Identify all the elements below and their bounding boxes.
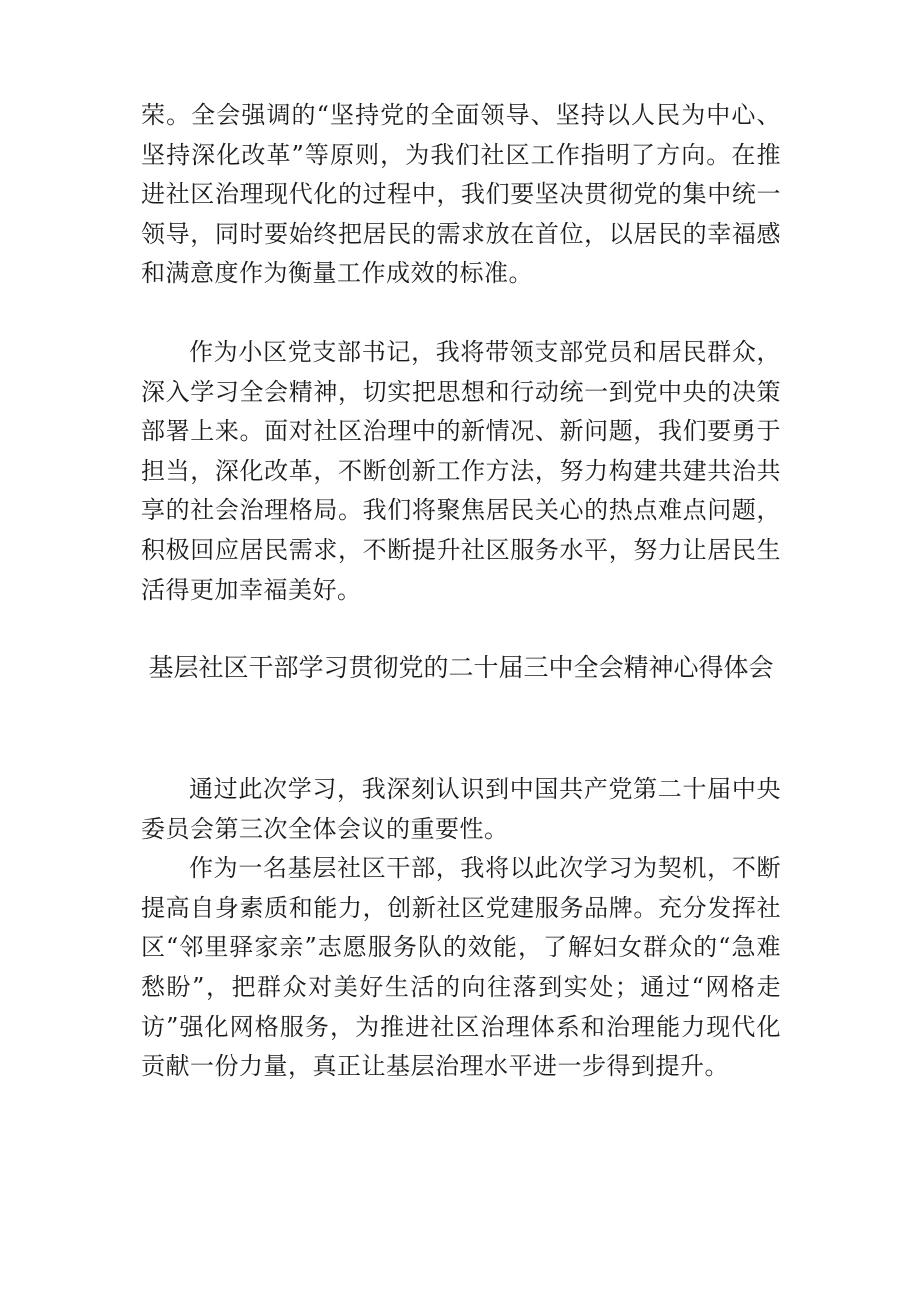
section-title: 基层社区干部学习贯彻党的二十届三中全会精神心得体会: [148, 653, 774, 682]
paragraph: 通过此次学习，我深刻认识到中国共产党第二十届中央委员会第三次全体会议的重要性。: [141, 775, 781, 843]
paragraph: 作为小区党支部书记，我将带领支部党员和居民群众，深入学习全会精神，切实把思想和行动统一到党中央的决策部署上来。面对社区治理中的新情况、新问题，我们要勇于担当，深化改革，不断创新工作方法，努力构建共建共治共享的社会治理格局。我们将聚焦居民关心的热点难点问题，积极回应居民需求，不断提升社区服务水平，努力让居民生活得更加幸福美好。: [141, 338, 781, 604]
body-text-section-3: [141, 770, 781, 1087]
body-text-section-2: [141, 333, 781, 610]
paragraph-continuation: 荣。全会强调的“坚持党的全面领导、坚持以人民为中心、坚持深化改革”等原则，为我们社区工作指明了方向。在推进社区治理现代化的过程中，我们要坚决贯彻党的集中统一领导，同时要始终把居民的需求放在首位，以居民的幸福感和满意度作为衡量工作成效的标准。: [141, 101, 781, 288]
paragraph: 作为一名基层社区干部，我将以此次学习为契机，不断提高自身素质和能力，创新社区党建服务品牌。充分发挥社区“邻里驿家亲”志愿服务队的效能，了解妇女群众的“急难愁盼”，把群众对美好生活的向往落到实处；通过“网格走访”强化网格服务，为推进社区治理体系和治理能力现代化贡献一份力量，真正让基层治理水平进一步得到提升。: [141, 854, 781, 1081]
body-text-section-1: [141, 96, 781, 294]
